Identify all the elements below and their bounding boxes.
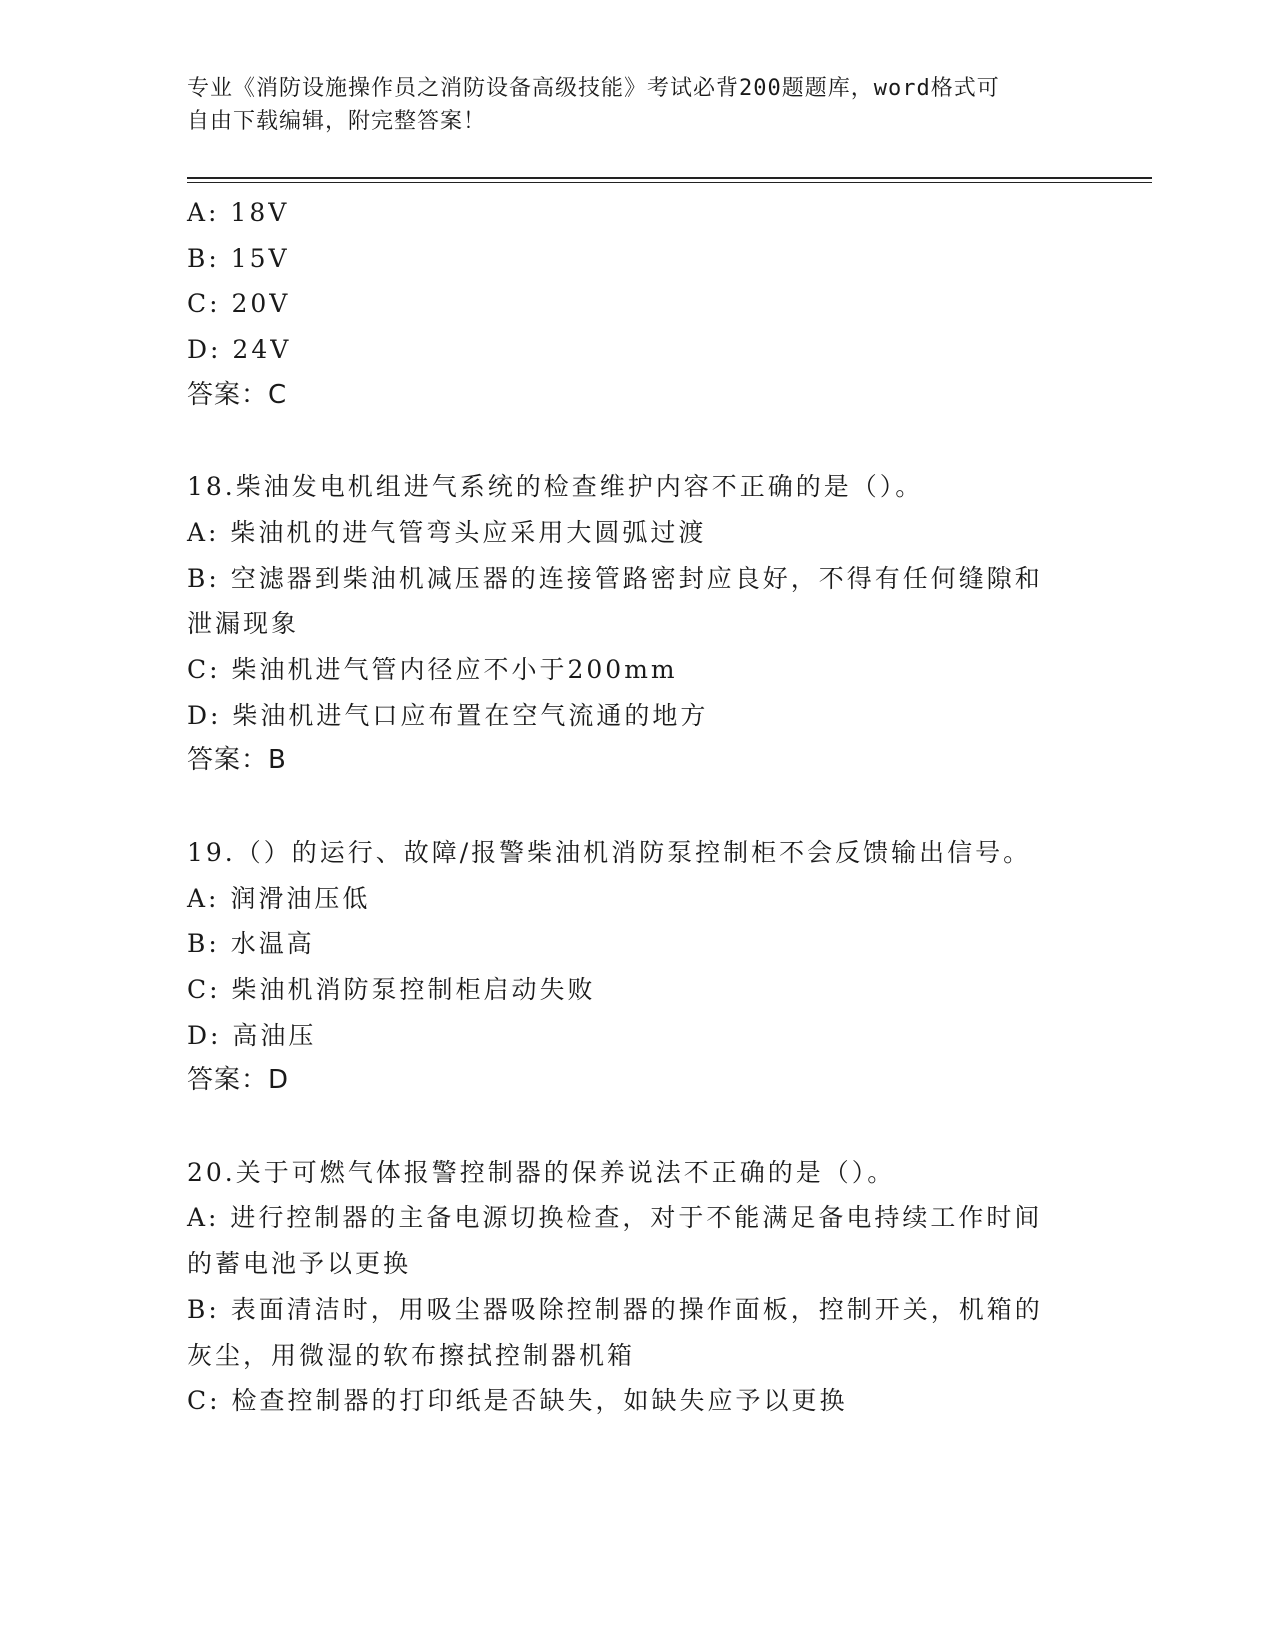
question-20-block xyxy=(187,1150,1087,1424)
question-18-block xyxy=(187,464,1087,784)
q17-answer: 答案：C xyxy=(187,379,288,410)
q18-option-a: A: 柴油机的进气管弯头应采用大圆弧过渡 xyxy=(187,517,707,547)
header-divider-thick xyxy=(187,177,1152,179)
spacer xyxy=(187,784,1087,830)
q18-option-c: C: 柴油机进气管内径应不小于200mm xyxy=(187,655,678,685)
q18-option-d: D: 柴油机进气口应布置在空气流通的地方 xyxy=(187,700,709,730)
q19-option-c: C: 柴油机消防泵控制柜启动失败 xyxy=(187,974,596,1004)
header-divider-thin xyxy=(187,182,1152,183)
question-17-block xyxy=(187,190,1087,419)
q18-question: 18.柴油发电机组进气系统的检查维护内容不正确的是（）。 xyxy=(187,472,924,502)
q20-question: 20.关于可燃气体报警控制器的保养说法不正确的是（）。 xyxy=(187,1157,896,1187)
q17-option-a: A: 18V xyxy=(187,198,290,227)
q18-option-b-line-2: 泄漏现象 xyxy=(187,609,300,639)
q20-option-a-line-2: 的蓄电池予以更换 xyxy=(187,1249,412,1279)
header-line-2: 自由下载编辑，附完整答案！ xyxy=(187,109,487,134)
q17-option-d: D: 24V xyxy=(187,335,292,365)
q19-option-a: A: 润滑油压低 xyxy=(187,883,371,913)
q20-option-c: C: 检查控制器的打印纸是否缺失，如缺失应予以更换 xyxy=(187,1386,848,1416)
q19-option-d: D: 高油压 xyxy=(187,1020,317,1050)
question-19-block xyxy=(187,830,1087,1104)
q19-question: 19.（）的运行、故障/报警柴油机消防泵控制柜不会反馈输出信号。 xyxy=(187,837,1032,867)
q20-option-a-line-1: A: 进行控制器的主备电源切换检查，对于不能满足备电持续工作时间 xyxy=(187,1203,1043,1233)
q17-option-b: B: 15V xyxy=(187,243,290,273)
spacer xyxy=(187,1104,1087,1150)
q18-answer: 答案：B xyxy=(187,745,287,776)
question-list xyxy=(187,190,1087,1424)
header-line-1: 专业《消防设施操作员之消防设备高级技能》考试必背200题题库，word格式可 xyxy=(187,76,1000,101)
spacer xyxy=(187,419,1087,465)
q19-option-b: B: 水温高 xyxy=(187,929,315,959)
q20-option-b-line-2: 灰尘，用微湿的软布擦拭控制器机箱 xyxy=(187,1340,636,1370)
q18-option-b-line-1: B: 空滤器到柴油机减压器的连接管路密封应良好，不得有任何缝隙和 xyxy=(187,563,1043,593)
document-header xyxy=(187,72,1067,138)
q20-option-b-line-1: B: 表面清洁时，用吸尘器吸除控制器的操作面板，控制开关，机箱的 xyxy=(187,1294,1043,1324)
q19-answer: 答案：D xyxy=(187,1065,290,1096)
q17-option-c: C: 20V xyxy=(187,289,291,319)
